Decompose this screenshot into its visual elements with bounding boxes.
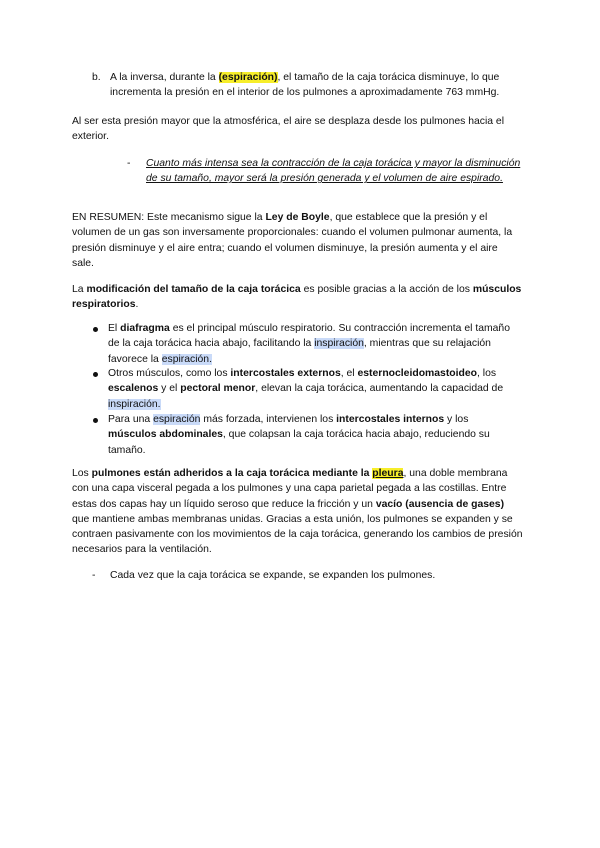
text-run: , una doble membrana con una capa visceral pegada a los pulmones y una capa parietal pegada a las costillas. Entre estas dos capas hay un líquido seroso que reduce la fricción y un	[72, 468, 508, 510]
note-intensa	[146, 156, 526, 187]
highlight-espiracion: espiración	[153, 414, 201, 425]
note-text: Cuanto más intensa sea la contracción de la caja torácica y mayor la disminución de su tamaño, mayor será la presión generada y el volumen de aire espirado.	[146, 158, 521, 185]
paragraph-text: Al ser esta presión mayor que la atmosférica, el aire se desplaza desde los pulmones hacia el exterior.	[72, 116, 505, 143]
paragraph-final	[110, 568, 530, 583]
text-run: EN RESUMEN: Este mecanismo sigue la	[72, 212, 266, 223]
text-run: y el	[158, 383, 181, 395]
bold-diafragma: diafragma	[120, 323, 170, 334]
text-run: y los	[444, 414, 469, 425]
text-run: , el tamaño de la caja torácica disminuye, lo que incrementa la presión en el interior de los pulmones a aproximadamente 763 mmHg.	[110, 72, 500, 99]
paragraph-modificacion	[72, 282, 522, 313]
highlight-espiracion: espiración.	[161, 353, 212, 365]
bold-esternocleidomastoideo: esternocleidomastoideo	[357, 368, 478, 379]
text-run: , los	[477, 368, 497, 379]
text-run: Los	[72, 468, 92, 479]
text-run: A la inversa, durante la	[110, 72, 219, 83]
text-run: , elevan la caja torácica, aumentando la capacidad de	[255, 383, 504, 395]
list-item-diafragma	[108, 321, 518, 367]
bold-modificacion: modificación del tamaño de la caja torácica	[86, 284, 301, 295]
bold-pectoral-menor: pectoral menor	[180, 383, 256, 395]
text-run: es el principal músculo respiratorio. Su contracción incrementa el tamaño de la caja torácica hacia abajo, facilitando la	[108, 323, 510, 350]
text-run: Otros músculos, como los	[108, 368, 231, 379]
dash-marker: -	[92, 570, 96, 581]
paragraph-item-b	[110, 70, 530, 101]
bold-intercostales-externos: intercostales externos	[230, 368, 341, 379]
paragraph-pleura	[72, 466, 524, 558]
text-run: , que establece que la presión y el volumen de un gas son inversamente proporcionales: cuando el volumen pulmonar aumenta, la presión disminuye y el aire entra; cuando el volumen disminuye, la presión aumenta y el aire sale.	[72, 212, 513, 269]
text-run: Para una	[108, 414, 154, 425]
bold-musculos-abdominales: músculos abdominales	[108, 429, 223, 441]
text-run: más forzada, intervienen los	[200, 414, 337, 425]
bold-escalenos: escalenos	[108, 383, 159, 395]
bullet-icon	[93, 327, 98, 332]
list-item-otros-musculos	[108, 366, 528, 412]
highlight-espiracion: (espiración)	[218, 72, 278, 83]
paragraph-resumen	[72, 210, 522, 271]
list-marker-b: b.	[92, 72, 101, 83]
text-run: , que colapsan la caja torácica hacia abajo, reduciendo su tamaño.	[108, 429, 490, 456]
highlight-inspiracion: inspiración.	[108, 398, 161, 410]
highlight-pleura: pleura	[372, 468, 404, 479]
text-run: .	[135, 299, 139, 311]
highlight-inspiracion: inspiración	[314, 338, 364, 350]
text-run: , mientras que su relajación favorece la	[108, 338, 491, 365]
final-text: Cada vez que la caja torácica se expande, se expanden los pulmones.	[110, 570, 436, 581]
bold-intercostales-internos: intercostales internos	[336, 414, 445, 425]
bold-pulmones-adheridos: pulmones están adheridos a la caja torácica mediante la	[91, 468, 373, 479]
bold-vacio: vacío (ausencia de gases)	[375, 498, 505, 510]
text-run: El	[108, 323, 121, 334]
bullet-icon	[93, 418, 98, 423]
bullet-icon	[93, 372, 98, 377]
text-run: que mantiene ambas membranas unidas. Gracias a esta unión, los pulmones se expanden y se contraen pasivamente con los movimientos de la caja torácica, generando los cambios de presión necesarios para la ventilación.	[72, 513, 523, 556]
paragraph-presion	[72, 114, 512, 145]
text-run: es posible gracias a la acción de los	[300, 284, 473, 295]
list-item-espiracion-forzada	[108, 412, 518, 458]
dash-marker: -	[127, 158, 131, 169]
text-run: La	[72, 284, 87, 295]
bold-ley-de-boyle: Ley de Boyle	[265, 212, 330, 223]
text-run: , el	[340, 368, 358, 379]
bold-musculos-respiratorios: músculos respiratorios	[72, 284, 522, 311]
